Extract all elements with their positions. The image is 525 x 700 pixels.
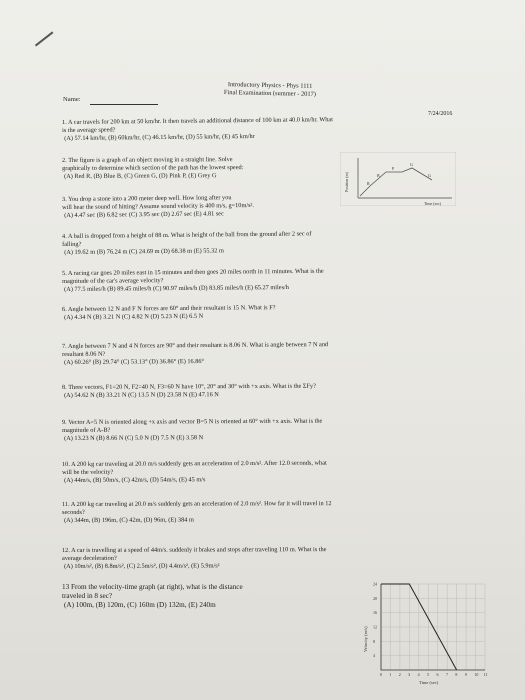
x-tick-label: 4: [417, 672, 420, 677]
x-tick-label: 1: [389, 672, 392, 677]
exam-date: 7/24/2016: [428, 111, 453, 117]
question-text: will hear the sound of hitting? Assume sound velocity is 400 m/s, g=10m/s².: [62, 201, 255, 211]
label-b: B: [377, 173, 380, 178]
question-2: [62, 156, 243, 181]
answer-choices: (A) 57.14 km/hr, (B) 60km/hr, (C) 46.15 km/hr, (D) 55 km/hr, (E) 45 km/hr: [64, 132, 255, 142]
question-text: 4. A ball is dropped from a height of 88 m. What is height of the ball from the ground after 2 sec of: [62, 230, 312, 240]
graph1-ylabel: Position (m): [344, 172, 349, 192]
question-text: 9. Vector A=5 N is oriented along +x axis and vector B=5 N is oriented at 60° with +x axis. What is the: [62, 417, 323, 426]
question-text: 12. A car is travelling at a speed of 44m/s. suddenly it brakes and stops after traveling 110 m. What is the: [62, 546, 327, 554]
question-text: magnitude of A-B?: [62, 426, 111, 434]
name-label: Name:: [63, 96, 81, 103]
name-line: [90, 104, 158, 105]
answer-choices: (A) 10m/s², (B) 8.8m/s², (C) 2.5m/s², (D) 4.4m/s², (E) 5.9m/s²: [64, 562, 220, 570]
position-time-graph: [340, 152, 456, 206]
graph2-ylabel: Velocity (m/s): [363, 626, 368, 652]
question-10: [62, 460, 327, 485]
label-p: P: [392, 166, 395, 171]
graph1-xlabel: Time (sec): [424, 201, 442, 206]
x-tick-label: 7: [445, 672, 448, 677]
pen-mark: [35, 31, 53, 46]
question-12: [62, 546, 327, 571]
question-text: is the average speed?: [62, 126, 116, 134]
y-tick-label: 16: [373, 610, 377, 616]
question-text: 7. Angle between 7 N and 4 N forces are 90° and their resultant is 8.06 N. What is angle between 7 N and: [62, 341, 329, 350]
y-tick-label: 4: [373, 653, 375, 659]
question-text: graphically to determine which section of the path has the lowest speed:: [62, 164, 244, 172]
label-g2: G: [428, 173, 431, 178]
graph2-xlabel: Time (sec): [419, 680, 439, 685]
question-6: [62, 304, 276, 322]
y-tick-label: 24: [373, 581, 377, 587]
answer-choices: (A) 19.62 m (B) 76.24 m (C) 24.69 m (D) 68.38 m (E) 55.32 m: [64, 247, 224, 256]
question-text: 1. A car travels for 200 km at 50 km/hr. It then travels an additional distance of 100 km at 40.0 km/hr. What: [62, 116, 334, 126]
answer-choices: (A) 13.23 N (B) 8.66 N (C) 5.0 N (D) 7.5 N (E) 3.58 N: [64, 434, 204, 442]
question-text: 2. The figure is a graph of an object moving in a straight line. Solve: [62, 156, 233, 164]
question-text: 10. A 200 kg car traveling at 20.0 m/s suddenly gets an acceleration of 2.0 m/s². After 12.0 seconds, what: [62, 459, 327, 468]
label-r: R: [367, 181, 370, 186]
question-3: [62, 194, 254, 220]
answer-choices: (A) 60.26° (B) 29.74° (C) 53.13° (D) 36.86° (E) 16.86°: [64, 358, 205, 366]
label-g1: G: [410, 162, 413, 167]
question-text: 11. A 200 kg car traveling at 20.0 m/s suddenly gets an acceleration of 2.0 m/s². How far it will travel in 12: [62, 500, 332, 508]
x-tick-label: 6: [436, 672, 439, 677]
x-tick-label: 8: [455, 672, 458, 677]
answer-choices: (A) 44m/s, (B) 50m/s, (C) 42m/s, (D) 54m/s, (E) 45 m/s: [64, 476, 206, 484]
question-text: seconds?: [62, 508, 85, 516]
question-text: 8. Three vectors, F1=20 N, F2=40 N, F3=60 N have 10°, 20° and 30° with +x axis. What is the ΣFy?: [62, 382, 317, 391]
velocity-time-graph: [361, 574, 491, 686]
answer-choices: (A) 100m, (B) 120m, (C) 160m (D) 132m, (E) 240m: [64, 601, 216, 609]
question-text: 6. Angle between 12 N and F N forces are 60° and their resultant is 15 N. What is F?: [62, 304, 276, 313]
question-1: [62, 116, 333, 143]
question-4: [62, 230, 312, 257]
question-5: [62, 268, 324, 294]
question-text: 13 From the velocity-time graph (at right), what is the distance: [62, 583, 243, 591]
question-text: magnitude of the car's average velocity?: [62, 277, 164, 285]
answer-choices: (A) 4.34 N (B) 3.21 N (C) 4.82 N (D) 5.23 N (E) 6.5 N: [64, 312, 204, 321]
question-8: [62, 383, 316, 400]
x-tick-label: 5: [427, 672, 430, 677]
exam-header: [180, 80, 360, 100]
position-curve: [360, 168, 432, 196]
question-text: average deceleration?: [62, 554, 117, 562]
x-tick-label: 0: [379, 672, 382, 677]
answer-choices: (A) Red R, (B) Blue B, (C) Green G, (D) Pink P, (E) Grey G: [64, 172, 217, 180]
x-tick-label: 11: [483, 672, 488, 677]
answer-choices: (A) 54.62 N (B) 33.21 N (C) 13.5 N (D) 23.58 N (E) 47.16 N: [64, 391, 219, 399]
question-9: [62, 418, 322, 443]
question-13: [62, 583, 243, 610]
question-text: 3. You drop a stone into a 200 meter deep well. How long after you: [62, 194, 232, 203]
y-tick-label: 8: [373, 638, 375, 644]
x-tick-label: 3: [408, 672, 411, 677]
x-tick-label: 2: [398, 672, 401, 677]
question-7: [62, 341, 328, 367]
exam-title: Final Examination (summer - 2017): [223, 89, 316, 98]
y-tick-label: 12: [373, 624, 377, 630]
course-title: Introductory Physics - Phys 1111: [227, 81, 313, 90]
x-tick-label: 10: [474, 672, 479, 677]
answer-choices: (A) 77.5 miles/h (B) 89.45 miles/h (C) 90.97 miles/h (D) 83.85 miles/h (E) 65.27 miles/h: [64, 284, 289, 293]
question-text: falling?: [62, 240, 82, 248]
answer-choices: (A) 344m, (B) 196m, (C) 42m, (D) 96m, (E) 384 m: [64, 516, 194, 524]
y-tick-label: 20: [373, 595, 377, 601]
x-tick-label: 9: [464, 672, 467, 677]
question-text: resultant 8.06 N?: [62, 350, 106, 358]
question-11: [62, 500, 332, 525]
question-text: traveled in 8 sec?: [62, 592, 113, 600]
answer-choices: (A) 4.47 sec (B) 6.82 sec (C) 3.95 sec (D) 2.67 sec (E) 4.81 sec: [64, 210, 224, 219]
question-text: 5. A racing car goes 20 miles east in 15 minutes and then goes 20 miles north in 11 minutes. What is the: [62, 267, 324, 277]
question-text: will be the velocity?: [62, 468, 114, 476]
